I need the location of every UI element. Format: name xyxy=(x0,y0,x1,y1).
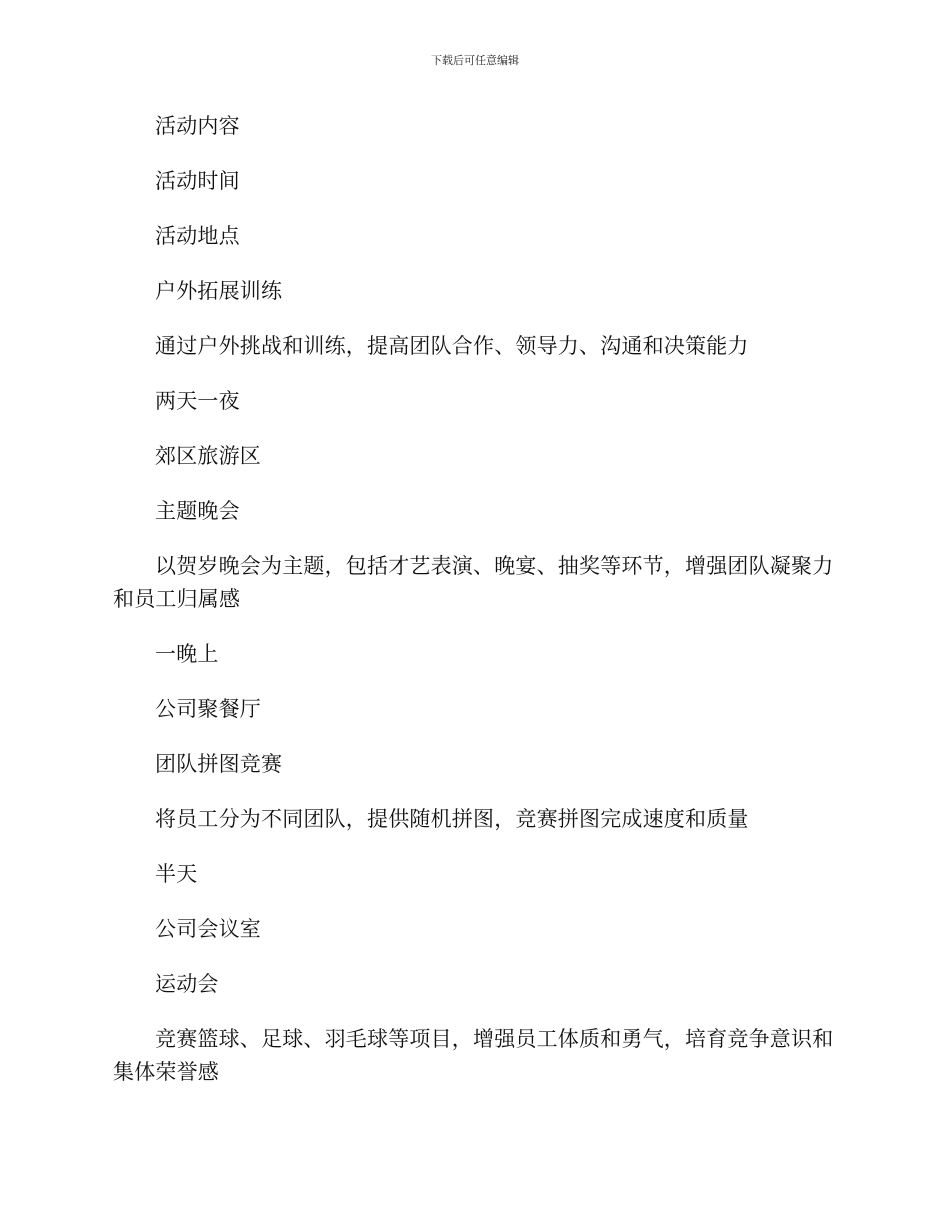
document-body xyxy=(113,110,835,1111)
paragraph-outdoor-training-location: 郊区旅游区 xyxy=(155,444,261,468)
paragraph-activity-content-heading: 活动内容 xyxy=(155,114,240,138)
paragraph-sports-meet: 运动会 xyxy=(155,972,219,996)
paragraph-theme-party-location: 公司聚餐厅 xyxy=(155,697,261,721)
paragraph-outdoor-training-desc: 通过户外挑战和训练，提高团队合作、领导力、沟通和决策能力 xyxy=(155,334,749,358)
paragraph-outdoor-training: 户外拓展训练 xyxy=(155,279,283,303)
paragraph-theme-party-time: 一晚上 xyxy=(155,642,219,666)
page-header: 下载后可任意编辑 xyxy=(431,54,519,67)
paragraph-activity-location-heading: 活动地点 xyxy=(155,224,240,248)
paragraph-theme-party-desc: 以贺岁晚会为主题，包括才艺表演、晚宴、抽奖等环节，增强团队凝聚力和员工归属感 xyxy=(113,554,834,611)
paragraph-puzzle-contest-desc: 将员工分为不同团队，提供随机拼图，竞赛拼图完成速度和质量 xyxy=(155,807,749,831)
paragraph-theme-party: 主题晚会 xyxy=(155,499,240,523)
paragraph-activity-time-heading: 活动时间 xyxy=(155,169,240,193)
paragraph-sports-meet-desc: 竞赛篮球、足球、羽毛球等项目，增强员工体质和勇气，培育竞争意识和集体荣誉感 xyxy=(113,1027,834,1084)
paragraph-puzzle-contest: 团队拼图竞赛 xyxy=(155,752,283,776)
paragraph-outdoor-training-time: 两天一夜 xyxy=(155,389,240,413)
paragraph-puzzle-contest-time: 半天 xyxy=(155,862,198,886)
paragraph-puzzle-contest-location: 公司会议室 xyxy=(155,917,261,941)
